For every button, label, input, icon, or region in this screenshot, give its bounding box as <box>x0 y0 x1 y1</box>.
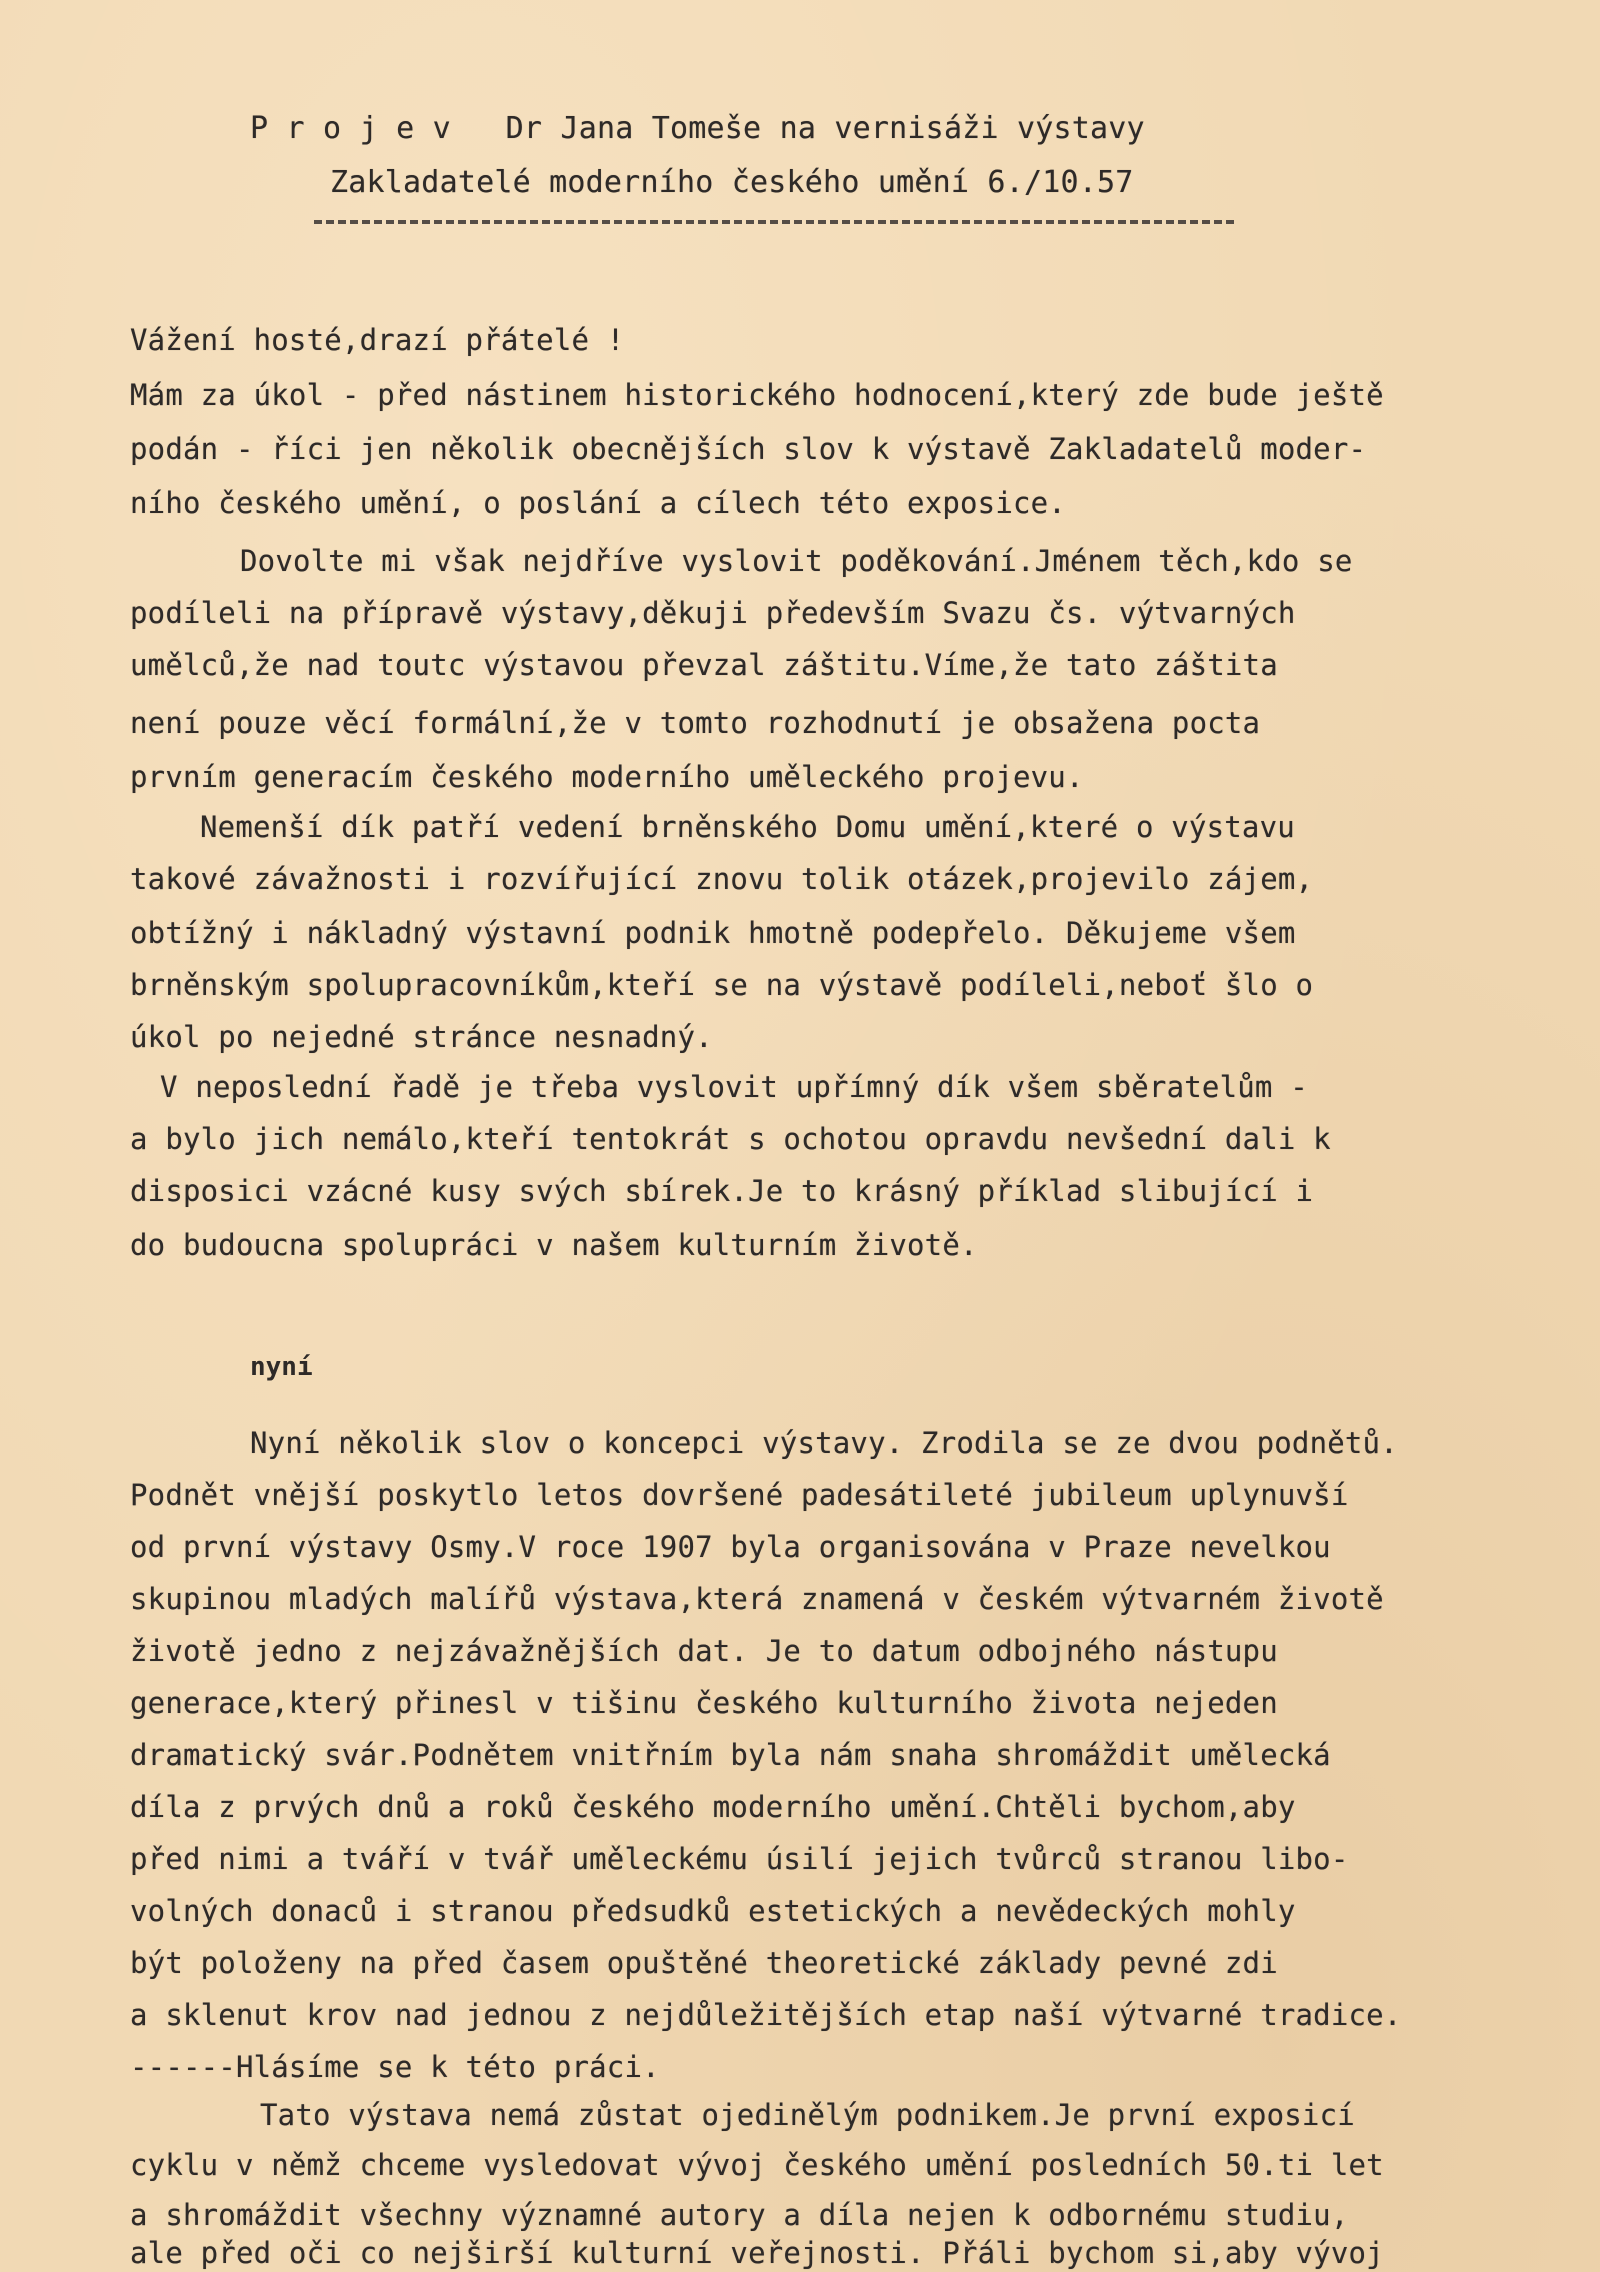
p4-line-4: do budoucna spolupráci v našem kulturním životě. <box>130 1228 978 1262</box>
p6-line-3: a shromáždit všechny významné autory a díla nejen k odbornému studiu, <box>130 2198 1349 2232</box>
p5-line-11: být položeny na před časem opuštěné theoretické základy pevné zdi <box>130 1946 1278 1980</box>
p5-line-6: generace,který přinesl v tišinu českého kulturního života nejeden <box>130 1686 1278 1720</box>
p5-line-13: ------Hlásíme se k této práci. <box>130 2050 660 2084</box>
p6-line-4: ale před oči co nejširší kulturní veřejnosti. Přáli bychom si,aby vývoj <box>130 2236 1384 2270</box>
struck-word: nyní <box>250 1352 313 1382</box>
p4-line-2: a bylo jich nemálo,kteří tentokrát s ochotou opravdu nevšední dali k <box>130 1122 1331 1156</box>
p5-line-10: volných donaců i stranou předsudků estetických a nevědeckých mohly <box>130 1894 1296 1928</box>
p2-line-5: prvním generacím českého moderního uměleckého projevu. <box>130 760 1084 794</box>
p1-line-2: podán - říci jen několik obecnějších slov k výstavě Zakladatelů moder- <box>130 432 1367 466</box>
title-underline <box>314 220 1234 224</box>
p2-line-2: podíleli na přípravě výstavy,děkuji především Svazu čs. výtvarných <box>130 596 1296 630</box>
title-line-1: P r o j e v Dr Jana Tomeše na vernisáži výstavy <box>250 111 1145 146</box>
p3-line-4: brněnským spolupracovníkům,kteří se na výstavě podíleli,neboť šlo o <box>130 968 1314 1002</box>
salutation: Vážení hosté,drazí přátelé ! <box>130 323 625 357</box>
p2-line-1: Dovolte mi však nejdříve vyslovit poděkování.Jménem těch,kdo se <box>240 544 1353 578</box>
p5-line-8: díla z prvých dnů a roků českého moderního umění.Chtěli bychom,aby <box>130 1790 1296 1824</box>
p6-line-1: Tato výstava nemá zůstat ojedinělým podnikem.Je první exposicí <box>260 2098 1355 2132</box>
p4-line-3: disposici vzácné kusy svých sbírek.Je to krásný příklad slibující i <box>130 1174 1314 1208</box>
p5-line-7: dramatický svár.Podnětem vnitřním byla nám snaha shromáždit umělecká <box>130 1738 1331 1772</box>
p5-line-4: skupinou mladých malířů výstava,která znamená v českém výtvarném životě <box>130 1582 1384 1616</box>
title-line-2: Zakladatelé moderního českého umění 6./10.57 <box>330 165 1134 200</box>
p1-line-3: ního českého umění, o poslání a cílech této exposice. <box>130 486 1066 520</box>
p3-line-5: úkol po nejedné stránce nesnadný. <box>130 1020 713 1054</box>
p2-line-4: není pouze věcí formální,že v tomto rozhodnutí je obsažena pocta <box>130 706 1261 740</box>
p5-line-12: a sklenut krov nad jednou z nejdůležitějších etap naší výtvarné tradice. <box>130 1998 1402 2032</box>
p2-line-3: umělců,že nad toutc výstavou převzal záštitu.Víme,že tato záštita <box>130 648 1278 682</box>
p6-line-2: cyklu v němž chceme vysledovat vývoj českého umění posledních 50.ti let <box>130 2148 1384 2182</box>
p5-line-5: životě jedno z nejzávažnějších dat. Je to datum odbojného nástupu <box>130 1634 1278 1668</box>
p1-line-1: Mám za úkol - před nástinem historického hodnocení,který zde bude ještě <box>130 378 1384 412</box>
p3-line-2: takové závažnosti i rozvířující znovu tolik otázek,projevilo zájem, <box>130 862 1314 896</box>
p5-line-3: od první výstavy Osmy.V roce 1907 byla organisována v Praze nevelkou <box>130 1530 1331 1564</box>
p3-line-1: Nemenší dík patří vedení brněnského Domu umění,které o výstavu <box>200 810 1295 844</box>
p5-line-9: před nimi a tváří v tvář uměleckému úsilí jejich tvůrců stranou libo- <box>130 1842 1349 1876</box>
p5-line-2: Podnět vnější poskytlo letos dovršené padesátileté jubileum uplynuvší <box>130 1478 1349 1512</box>
p5-line-1: Nyní několik slov o koncepci výstavy. Zrodila se ze dvou podnětů. <box>250 1426 1398 1460</box>
p4-line-1: V neposlední řadě je třeba vyslovit upřímný dík všem sběratelům - <box>160 1070 1308 1104</box>
p3-line-3: obtížný i nákladný výstavní podnik hmotně podepřelo. Děkujeme všem <box>130 916 1296 950</box>
